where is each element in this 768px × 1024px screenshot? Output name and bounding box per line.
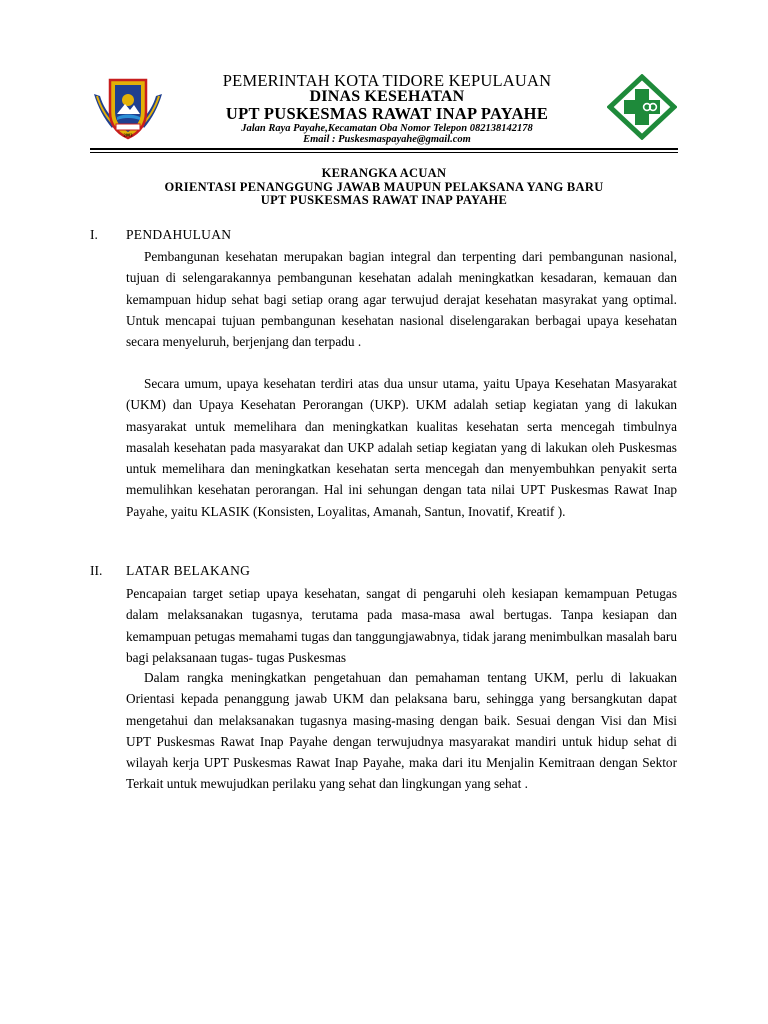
header-department: DINAS KESEHATAN (309, 88, 465, 105)
city-emblem-icon (92, 74, 164, 140)
document-title: KERANGKA ACUAN (321, 166, 447, 180)
section-heading: PENDAHULUAN (126, 227, 232, 242)
paragraph: Secara umum, upaya kesehatan terdiri atas dua unsur utama, yaitu Upaya Kesehatan Masyarakat (UKM) dan Upaya Kesehatan Perorangan (UKP). UKM adalah setiap kegiatan yang di lakukan masyarakat untuk memelihara dan meningkatkan kualitas kesehatan serta mencegah timbulnya masalah kesehatan pada masyarakat dan UKP adalah setiap kegiatan yang di lakukan oleh Puskesmas untuk memelihara dan meningkatkan kesehatan serta mencegah dan menyembuhkan penyakit serta memulihkan kesehatan perorangan. Hal ini sehungan dengan tata nilai UPT Puskesmas Rawat Inap Payahe, yaitu KLASIK (Konsisten, Loyalitas, Amanah, Santun, Inovatif, Kreatif ). (126, 376, 677, 519)
header-government: PEMERINTAH KOTA TIDORE KEPULAUAN (222, 71, 552, 90)
section-number: I. (90, 227, 98, 242)
emblem-year: 2003 (123, 132, 133, 138)
header-divider-thin (90, 152, 678, 153)
document-subtitle: ORIENTASI PENANGGUNG JAWAB MAUPUN PELAKSANA YANG BARU (164, 180, 604, 194)
paragraph: Pencapaian target setiap upaya kesehatan, sangat di pengaruhi oleh kesiapan kemampuan Petugas dalam melaksanakan tugasnya, terutama pada masa-masa awal bertugas. Tanpa kesiapan dan kemampuan petugas memahami tugas dan tanggungjawabnya, tidak jarang menimbulkan masalah baru bagi pelaksanaan tugas- tugas Puskesmas (126, 586, 677, 665)
section-number: II. (90, 563, 103, 578)
header-address: Jalan Raya Payahe,Kecamatan Oba Nomor Telepon 082138142178 (241, 123, 533, 134)
paragraph: Pembangunan kesehatan merupakan bagian integral dan terpenting dari pembangunan nasional, tujuan di selengarakannya pembangunan kesehatan adalah meningkatkan kesadaran, kemauan dan kemampuan hidup sehat bagi setiap orang agar terwujud derajat kesehatan masyrakat yang optimal. Untuk mencapai tujuan pembangunan kesehatan nasional diselengarakan berbagai upaya kesehatan secara menyeluruh, berjenjang dan terpadu . (126, 249, 677, 350)
header-divider-thick (90, 148, 678, 150)
paragraph: Dalam rangka meningkatkan pengetahuan dan pemahaman tentang UKM, perlu di lakuakan Orientasi kepada penanggung jawab UKM dan pelaksana baru, sehingga yang bersangkutan dapat mengetahui dan melaksanakan tugasnya masing-masing dengan baik. Sesuai dengan Visi dan Misi UPT Puskesmas Rawat Inap Payahe dengan terwujudnya masyarakat mandiri untuk hidup sehat di wilayah kerja UPT Puskesmas Rawat Inap Payahe, maka dari itu Menjalin Kemitraan dengan Sektor Terkait untuk mewujudkan perilaku yang sehat dan lingkungan yang sehat . (126, 670, 677, 792)
document-subtitle-institution: UPT PUSKESMAS RAWAT INAP PAYAHE (260, 193, 508, 207)
section-heading: LATAR BELAKANG (126, 563, 251, 578)
header-email: Email : Puskesmaspayahe@gmail.com (303, 134, 471, 145)
puskesmas-cross-icon (607, 74, 677, 140)
header-institution: UPT PUSKESMAS RAWAT INAP PAYAHE (225, 104, 549, 123)
